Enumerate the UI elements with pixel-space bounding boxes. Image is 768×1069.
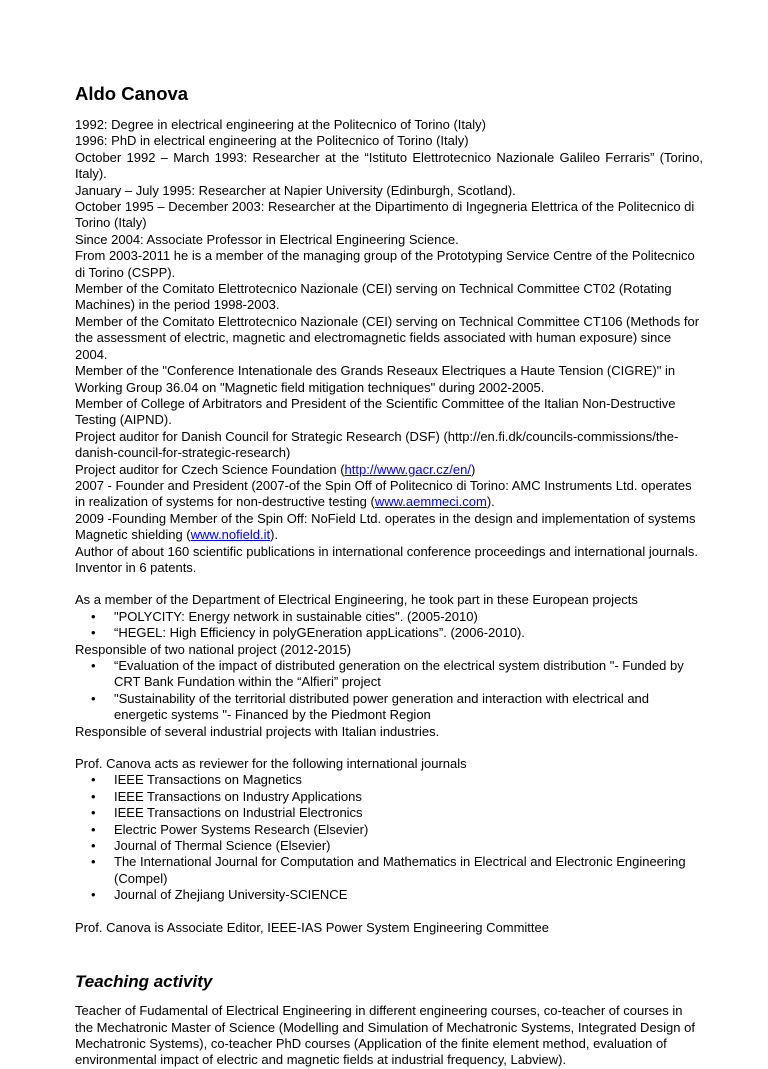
list-item: • IEEE Transactions on Industry Applications [75,789,703,805]
teaching-text: Teacher of Fudamental of Electrical Engineering in different engineering courses, co-teacher of courses in the Mechatronic Master of Science (Modelling and Simulation of Mechatronic Systems, Integrated Design of Mechatronic Systems), co-teacher PhD courses (Application of the finite element method, evaluation of environmental impact of electric and magnetic fields at industrial frequency, Labview). [75,1003,695,1068]
cv-line: October 1995 – December 2003: Researcher at the Dipartimento di Ingegneria Elettrica of the Politecnico di Torino (Italy) [75,199,695,231]
gacr-text-before: Project auditor for Czech Science Foundation ( [75,461,345,477]
spacer [75,936,703,971]
cv-line: Project auditor for Danish Council for Strategic Research (DSF) (http://en.fi.dk/councils-commissions/the-danish-council-for-strategic-research) [75,428,679,461]
national-projects-list [75,658,703,724]
cv-line: Member of the Comitato Elettrotecnico Nazionale (CEI) serving on Technical Committee CT106 (Methods for the assessment of electric, magnetic and electromagnetic fields associated with human exposure) since 2004. [75,313,700,362]
list-item: • IEEE Transactions on Magnetics [75,772,703,788]
european-projects-list [75,609,703,642]
national-projects-intro: Responsible of two national project (2012-2015) [75,641,352,657]
cv-line: From 2003-2011 he is a member of the managing group of the Prototyping Service Centre of the Politecnico di Torino (CSPP). [75,248,695,280]
journals-list [75,772,703,903]
cv-line: Member of the Comitato Elettrotecnico Nazionale (CEI) serving on Technical Committee CT02 (Rotating Machines) in the period 1998-2003. [75,281,672,313]
nofield-text-after: ). [270,527,279,543]
teaching-heading: Teaching activity [75,972,213,992]
spacer [75,576,703,592]
list-item: • “HEGEL: High Efficiency in polyGEneration appLications”. (2006-2010). [75,625,703,641]
cv-line: 1992: Degree in electrical engineering at the Politecnico of Torino (Italy) [75,117,486,132]
list-item: • Electric Power Systems Research (Elsevier) [75,822,703,838]
projects-section [75,592,703,740]
nofield-link[interactable]: www.nofield.it [190,527,271,543]
list-item: • Journal of Thermal Science (Elsevier) [75,838,703,854]
cv-line: Since 2004: Associate Professor in Electrical Engineering Science. [75,231,459,247]
person-name: Aldo Canova [75,83,189,104]
list-item: • "Sustainability of the territorial distributed power generation and interaction with electrical and energetic systems "- Financed by the Piedmont Region [75,691,703,724]
projects-intro: As a member of the Department of Electrical Engineering, he took part in these European projects [75,592,638,608]
nofield-text-before: 2009 -Founding Member of the Spin Off: NoField Ltd. operates in the design and implementation of systems Magnetic shielding ( [75,510,696,543]
list-item: • The International Journal for Computation and Mathematics in Electrical and Electronic Engineering (Compel) [75,854,703,887]
cv-line-amc [75,478,703,511]
cv-line: Member of College of Arbitrators and President of the Scientific Committee of the Italian Non-Destructive Testing (AIPND). [75,395,676,428]
cv-line-nofield [75,511,703,544]
cv-line-gacr [75,462,703,478]
reviewer-intro: Prof. Canova acts as reviewer for the following international journals [75,756,467,772]
list-item: • “Evaluation of the impact of distributed generation on the electrical system distribution "- Funded by CRT Bank Fundation within the “Alfieri” project [75,658,703,691]
spacer [75,740,703,756]
document-body [75,82,703,1069]
cv-line: Inventor in 6 patents. [75,559,197,575]
gacr-text-after: ) [470,461,476,477]
list-item: • "POLYCITY: Energy network in sustainable cities". (2005-2010) [75,609,703,625]
amc-text-before: 2007 - Founder and President (2007-of the Spin Off of Politecnico di Torino: AMC Instruments Ltd. operates in realization of systems for non-destructive testing ( [75,477,692,510]
cv-line: October 1992 – March 1993: Researcher at the “Istituto Elettrotecnico Nazionale Galileo Ferraris” (Torino, Italy). [75,149,703,182]
cv-line: January – July 1995: Researcher at Napier University (Edinburgh, Scotland). [75,182,516,198]
spacer [75,904,703,920]
amc-text-after: ). [486,494,495,510]
cv-section [75,117,703,576]
associate-editor-note: Prof. Canova is Associate Editor, IEEE-IAS Power System Engineering Committee [75,919,549,935]
cv-line: Author of about 160 scientific publications in international conference proceedings and international journals. [75,543,698,559]
cv-line: 1996: PhD in electrical engineering at the Politecnico of Torino (Italy) [75,133,469,149]
cv-line: Member of the "Conference Intenationale des Grands Reseaux Electriques a Haute Tension (CIGRE)" in Working Group 36.04 on "Magnetic field mitigation techniques" during 2002-2005. [75,363,676,395]
gacr-link[interactable]: http://www.gacr.cz/en/ [344,461,471,477]
amc-link[interactable]: www.aemmeci.com [374,494,487,510]
list-item: • Journal of Zhejiang University-SCIENCE [75,887,703,903]
teaching-section [75,971,703,1069]
list-item: • IEEE Transactions on Industrial Electronics [75,805,703,821]
industrial-projects: Responsible of several industrial projects with Italian industries. [75,723,440,739]
reviewer-section [75,756,703,904]
